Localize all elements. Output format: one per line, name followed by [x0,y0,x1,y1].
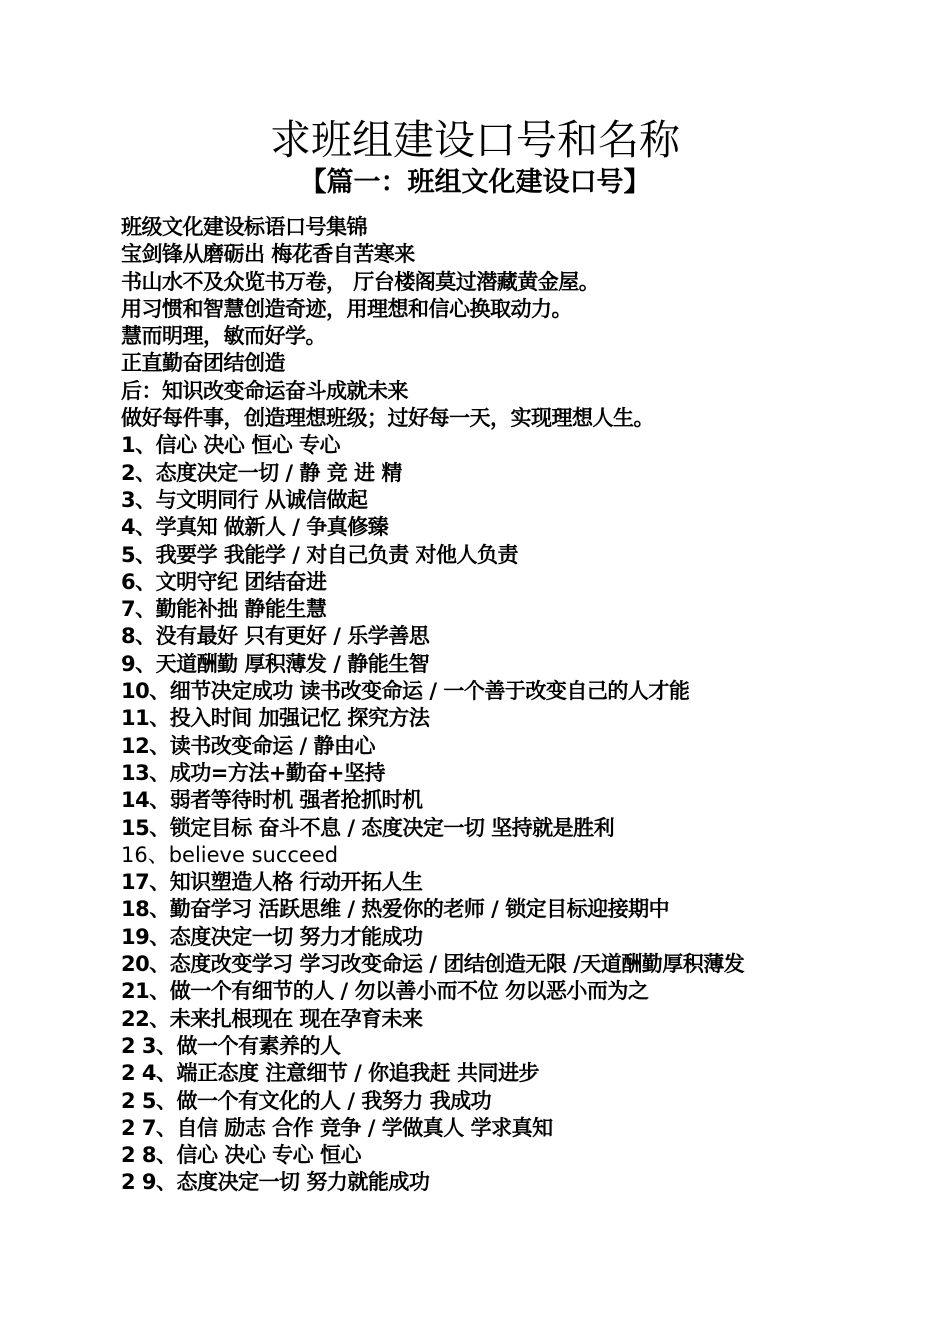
list-item: 19、态度决定一切 努力才能成功 [121,924,423,949]
list-item: 班级文化建设标语口号集锦 [121,215,367,239]
list-item: 12、读书改变命运 / 静由心 [121,733,376,758]
list-item: 2 3、做一个有素养的人 [121,1033,341,1058]
list-item: 15、锁定目标 奋斗不息 / 态度决定一切 坚持就是胜利 [121,815,615,840]
list-item: 1、信心 决心 恒心 专心 [121,433,341,458]
list-item: 2 8、信心 决心 专心 恒心 [121,1143,361,1168]
list-item: 8、没有最好 只有更好 / 乐学善思 [121,624,430,649]
list-item: 16、believe succeed [121,842,339,867]
slogan-list [121,214,921,1197]
list-item: 22、未来扎根现在 现在孕育未来 [121,1006,423,1031]
list-item: 2 7、自信 励志 合作 竞争 / 学做真人 学求真知 [121,1115,553,1140]
page-subtitle: 【篇一：班组文化建设口号】 [299,167,651,198]
list-item: 2 5、做一个有文化的人 / 我努力 我成功 [121,1088,492,1113]
list-item: 21、做一个有细节的人 / 勿以善小而不位 勿以恶小而为之 [121,979,649,1004]
list-item: 做好每件事，创造理想班级；过好每一天，实现理想人生。 [121,406,654,431]
list-item: 4、学真知 做新人 / 争真修臻 [121,515,389,540]
list-item: 20、态度改变学习 学习改变命运 / 团结创造无限 /天道酬勤厚积薄发 [121,952,745,977]
list-item: 6、文明守纪 团结奋进 [121,569,327,594]
list-item: 9、天道酬勤 厚积薄发 / 静能生智 [121,651,430,676]
list-item: 宝剑锋从磨砺出 梅花香自苦寒来 [121,242,415,267]
list-item: 慧而明理，敏而好学。 [121,324,326,349]
list-item: 10、细节决定成功 读书改变命运 / 一个善于改变自己的人才能 [121,679,690,704]
list-item: 17、知识塑造人格 行动开拓人生 [121,870,423,895]
list-item: 11、投入时间 加强记忆 探究方法 [121,706,430,731]
page-title: 求班组建设口号和名称 [270,116,680,164]
list-item: 2、态度决定一切 / 静 竞 进 精 [121,460,402,485]
list-item: 7、勤能补拙 静能生慧 [121,597,327,622]
list-item: 18、勤奋学习 活跃思维 / 热爱你的老师 / 锁定目标迎接期中 [121,897,670,922]
list-item: 5、我要学 我能学 / 对自己负责 对他人负责 [121,542,519,567]
list-item: 13、成功=方法+勤奋+坚持 [121,760,386,785]
list-item: 后：知识改变命运奋斗成就未来 [121,378,408,403]
list-item: 2 4、端正态度 注意细节 / 你追我赶 共同进步 [121,1061,539,1086]
list-item: 用习惯和智慧创造奇迹，用理想和信心换取动力。 [121,296,572,321]
list-item: 书山水不及众览书万卷， 厅台楼阁莫过潜藏黄金屋。 [121,269,600,294]
list-item: 3、与文明同行 从诚信做起 [121,487,368,512]
list-item: 2 9、态度决定一切 努力就能成功 [121,1170,430,1195]
list-item: 正直勤奋团结创造 [121,351,285,376]
list-item: 14、弱者等待时机 强者抢抓时机 [121,788,423,813]
